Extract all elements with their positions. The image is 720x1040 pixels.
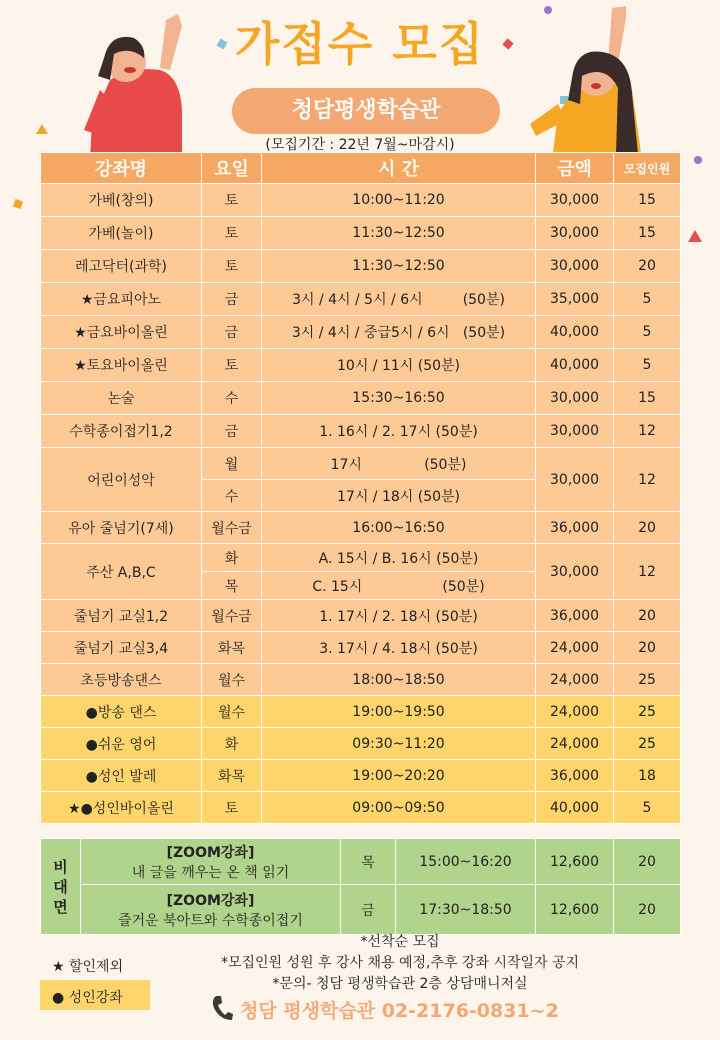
course-name: 줄넘기 교실3,4 (41, 632, 202, 664)
course-table (40, 152, 681, 824)
course-name: 레고닥터(과학) (41, 250, 202, 283)
course-capacity: 12 (614, 415, 681, 448)
confetti (13, 199, 23, 209)
course-fee: 30,000 (536, 415, 614, 448)
table-row (41, 760, 681, 792)
online-table (40, 838, 681, 935)
course-name: 가베(창의) (41, 184, 202, 217)
course-time: 3시 / 4시 / 5시 / 6시 (50분) (262, 283, 536, 316)
course-fee: 40,000 (536, 792, 614, 824)
course-name: ●쉬운 영어 (41, 728, 202, 760)
table-row (41, 728, 681, 760)
course-time: 16:00~16:50 (262, 512, 536, 544)
course-time: 10:00~11:20 (262, 184, 536, 217)
course-name: ●방송 댄스 (41, 696, 202, 728)
course-day: 금 (202, 283, 262, 316)
table-row (41, 283, 681, 316)
course-name: 초등방송댄스 (41, 664, 202, 696)
course-fee: 30,000 (536, 382, 614, 415)
course-capacity: 12 (614, 448, 681, 512)
course-fee: 24,000 (536, 696, 614, 728)
course-capacity: 12 (614, 544, 681, 600)
course-time: 17시 (50분) (262, 448, 536, 480)
table-row (41, 250, 681, 283)
confetti (36, 124, 48, 134)
course-capacity: 25 (614, 728, 681, 760)
course-name: 어린이성악 (41, 448, 202, 512)
course-fee: 12,600 (536, 885, 614, 935)
course-time: 17시 / 18시 (50분) (262, 480, 536, 512)
legend-star: ★ 할인제외 (52, 959, 124, 975)
course-capacity: 25 (614, 664, 681, 696)
course-day: 월수 (202, 696, 262, 728)
course-time: A. 15시 / B. 16시 (50분) (262, 544, 536, 572)
course-fee: 40,000 (536, 349, 614, 382)
course-fee: 30,000 (536, 250, 614, 283)
course-capacity: 5 (614, 792, 681, 824)
table-row (41, 696, 681, 728)
notes (160, 932, 640, 995)
course-time: 1. 17시 / 2. 18시 (50분) (262, 600, 536, 632)
course-day: 목 (341, 839, 396, 885)
course-day: 월수금 (202, 600, 262, 632)
online-row (41, 885, 681, 935)
course-fee: 12,600 (536, 839, 614, 885)
header-time: 시 간 (262, 153, 536, 184)
zoom-tag: [ZOOM강좌] (166, 892, 255, 909)
course-day: 수 (202, 480, 262, 512)
course-fee: 24,000 (536, 728, 614, 760)
course-time: 11:30~12:50 (262, 217, 536, 250)
course-capacity: 5 (614, 349, 681, 382)
course-day: 금 (202, 316, 262, 349)
course-name: ●성인 발레 (41, 760, 202, 792)
course-time: 11:30~12:50 (262, 250, 536, 283)
course-fee: 35,000 (536, 283, 614, 316)
organization-pill: 청담평생학습관 (232, 88, 500, 134)
course-day: 토 (202, 217, 262, 250)
table-row (41, 349, 681, 382)
course-name (81, 885, 341, 935)
course-capacity: 20 (614, 839, 681, 885)
phone-icon (210, 994, 234, 1022)
course-name: 유아 줄넘기(7세) (41, 512, 202, 544)
table-row (41, 448, 681, 480)
course-fee: 30,000 (536, 544, 614, 600)
table-row (41, 512, 681, 544)
confetti (688, 230, 702, 242)
table-row (41, 184, 681, 217)
online-label: 비 대 면 (53, 857, 68, 916)
course-day: 토 (202, 250, 262, 283)
course-capacity: 20 (614, 885, 681, 935)
course-time: 17:30~18:50 (396, 885, 536, 935)
course-fee: 24,000 (536, 664, 614, 696)
course-name (81, 839, 341, 885)
legend-dot: ● 성인강좌 (52, 990, 123, 1006)
course-fee: 40,000 (536, 316, 614, 349)
table-row (41, 217, 681, 250)
note-line: *모집인원 성원 후 강사 채용 예정,추후 강좌 시작일자 공지 (220, 955, 580, 971)
course-capacity: 15 (614, 382, 681, 415)
course-name: 주산 A,B,C (41, 544, 202, 600)
course-day: 화 (202, 728, 262, 760)
course-name: ★●성인바이올린 (41, 792, 202, 824)
table-row (41, 544, 681, 572)
online-row (41, 839, 681, 885)
course-fee: 30,000 (536, 448, 614, 512)
course-day: 월 (202, 448, 262, 480)
course-time: 18:00~18:50 (262, 664, 536, 696)
course-time: 09:30~11:20 (262, 728, 536, 760)
course-title: 내 글을 깨우는 온 책 읽기 (131, 864, 290, 881)
course-capacity: 5 (614, 316, 681, 349)
course-name: 가베(놀이) (41, 217, 202, 250)
course-name: ★금요바이올린 (41, 316, 202, 349)
course-time: 3시 / 4시 / 중급5시 / 6시 (50분) (262, 316, 536, 349)
course-time: C. 15시 (50분) (262, 572, 536, 600)
course-capacity: 15 (614, 217, 681, 250)
header-day: 요일 (202, 153, 262, 184)
course-name: 논술 (41, 382, 202, 415)
course-capacity: 20 (614, 632, 681, 664)
course-title: 즐거운 북아트와 수학종이접기 (118, 912, 303, 929)
table-row (41, 600, 681, 632)
course-day: 토 (202, 349, 262, 382)
course-time: 19:00~19:50 (262, 696, 536, 728)
course-time: 15:00~16:20 (396, 839, 536, 885)
recruitment-period: (모집기간 : 22년 7월~마감시) (265, 137, 455, 153)
course-day: 목 (202, 572, 262, 600)
table-row (41, 415, 681, 448)
course-time: 1. 16시 / 2. 17시 (50분) (262, 415, 536, 448)
course-day: 토 (202, 792, 262, 824)
course-capacity: 20 (614, 250, 681, 283)
note-line: *문의- 청담 평생학습관 2층 상담매니저실 (272, 976, 528, 992)
course-day: 수 (202, 382, 262, 415)
table-row (41, 632, 681, 664)
course-name: 줄넘기 교실1,2 (41, 600, 202, 632)
course-day: 월수금 (202, 512, 262, 544)
course-capacity: 15 (614, 184, 681, 217)
course-day: 화 (202, 544, 262, 572)
course-fee: 36,000 (536, 600, 614, 632)
course-time: 09:00~09:50 (262, 792, 536, 824)
course-day: 화목 (202, 632, 262, 664)
table-header-row (41, 153, 681, 184)
table-row (41, 792, 681, 824)
course-fee: 24,000 (536, 632, 614, 664)
course-day: 화목 (202, 760, 262, 792)
header-fee: 금액 (536, 153, 614, 184)
course-time: 19:00~20:20 (262, 760, 536, 792)
online-label-cell (41, 839, 81, 935)
table-row (41, 664, 681, 696)
course-capacity: 20 (614, 600, 681, 632)
course-day: 토 (202, 184, 262, 217)
course-capacity: 18 (614, 760, 681, 792)
course-capacity: 20 (614, 512, 681, 544)
table-row (41, 316, 681, 349)
course-capacity: 5 (614, 283, 681, 316)
course-fee: 36,000 (536, 512, 614, 544)
course-fee: 36,000 (536, 760, 614, 792)
course-time: 15:30~16:50 (262, 382, 536, 415)
course-day: 월수 (202, 664, 262, 696)
header-capacity: 모집인원 (614, 153, 681, 184)
note-line: *선착순 모집 (360, 934, 440, 950)
course-name: 수학종이접기1,2 (41, 415, 202, 448)
contact-line: 청담 평생학습관 02-2176-0831~2 (240, 1000, 559, 1022)
table-row (41, 382, 681, 415)
zoom-tag: [ZOOM강좌] (166, 844, 255, 861)
course-time: 10시 / 11시 (50분) (262, 349, 536, 382)
course-name: ★금요피아노 (41, 283, 202, 316)
course-time: 3. 17시 / 4. 18시 (50분) (262, 632, 536, 664)
course-day: 금 (202, 415, 262, 448)
header-course: 강좌명 (41, 153, 202, 184)
course-capacity: 25 (614, 696, 681, 728)
course-name: ★토요바이올린 (41, 349, 202, 382)
course-day: 금 (341, 885, 396, 935)
course-fee: 30,000 (536, 217, 614, 250)
page-title: 가접수 모집 (234, 17, 486, 71)
course-fee: 30,000 (536, 184, 614, 217)
